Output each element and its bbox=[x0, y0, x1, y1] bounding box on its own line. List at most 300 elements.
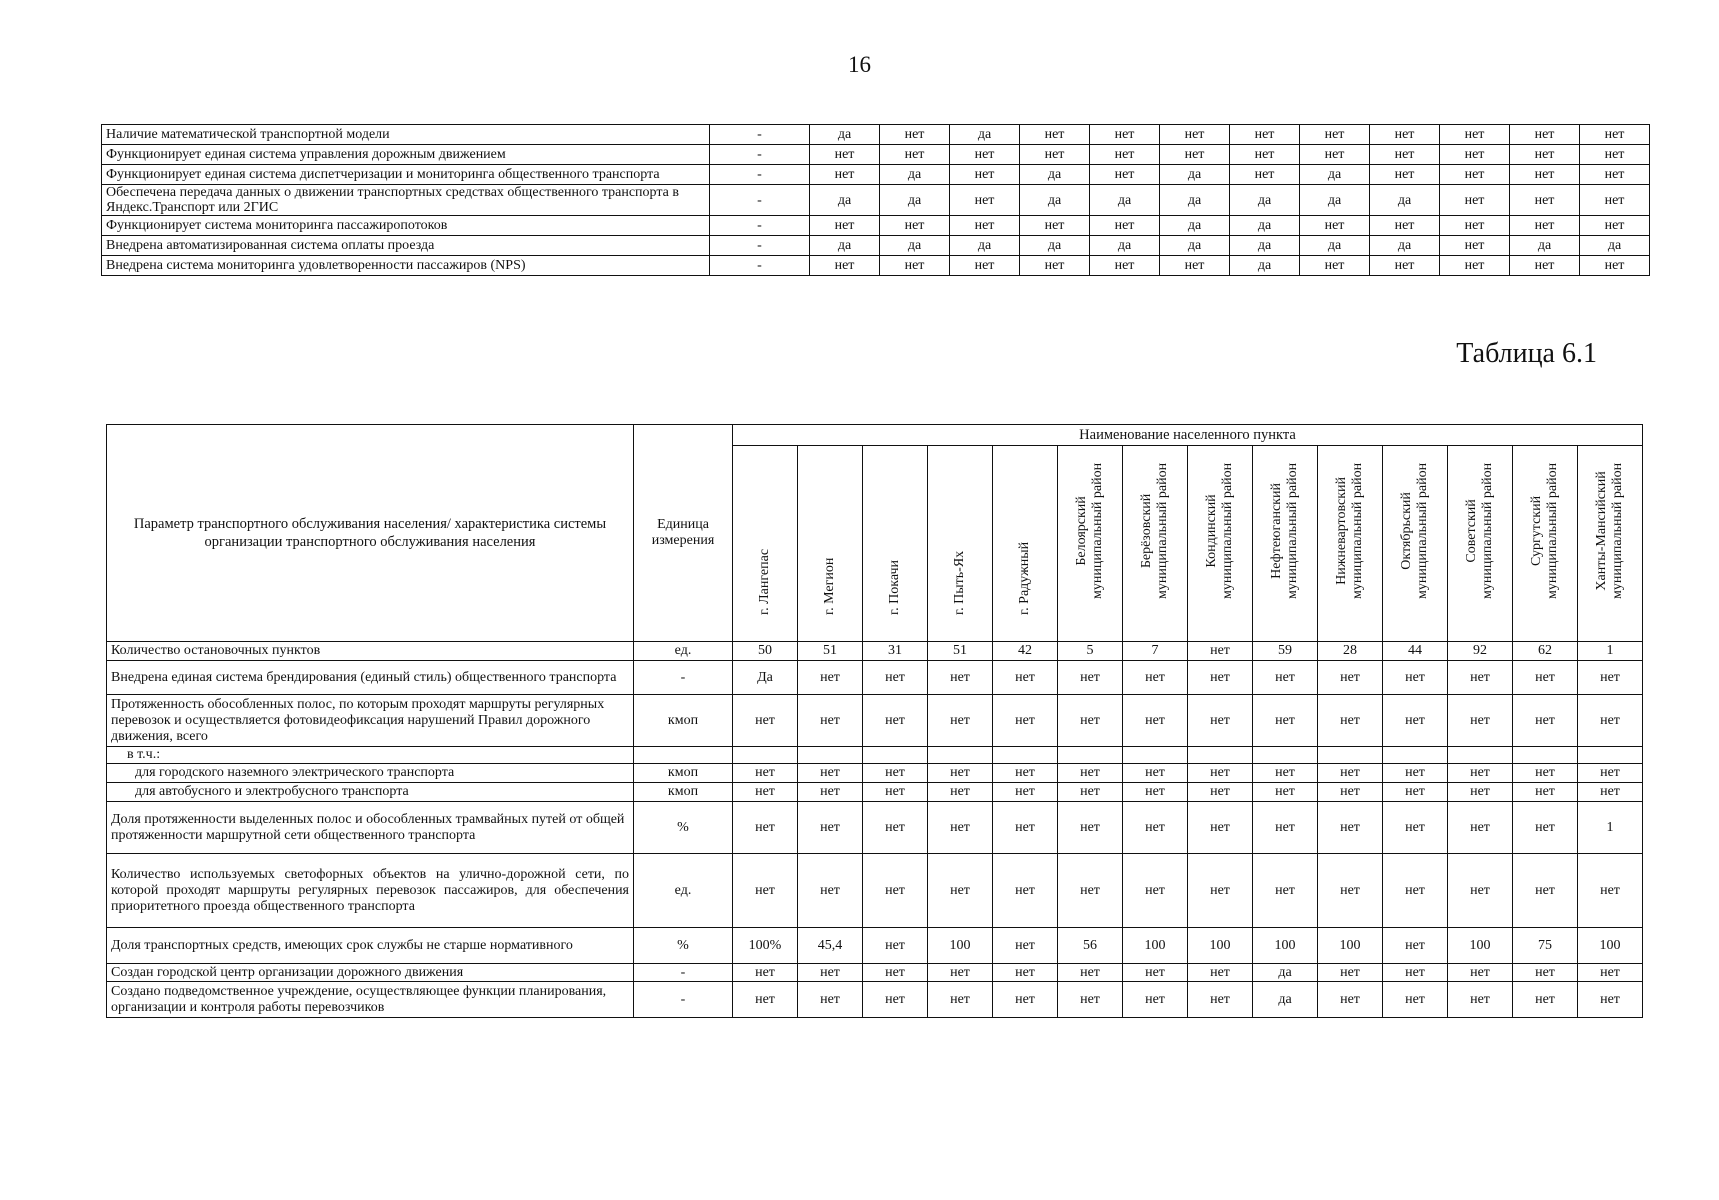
top-table-value-cell: нет bbox=[950, 256, 1020, 276]
main-table-value-cell: нет bbox=[928, 764, 993, 783]
main-table-value-cell: нет bbox=[1578, 695, 1643, 747]
main-table-value-cell: нет bbox=[733, 695, 798, 747]
main-table-value-cell: нет bbox=[733, 982, 798, 1018]
main-table-value-cell: нет bbox=[1253, 764, 1318, 783]
main-table-value-cell: нет bbox=[1513, 964, 1578, 982]
top-table-value-cell: нет bbox=[810, 216, 880, 236]
main-table-value-cell: нет bbox=[863, 964, 928, 982]
main-table-value-cell: 7 bbox=[1123, 642, 1188, 661]
top-table-value-cell: да bbox=[1090, 236, 1160, 256]
main-table-value-cell: нет bbox=[1578, 661, 1643, 695]
main-table-value-cell: нет bbox=[863, 982, 928, 1018]
main-table-value-cell: нет bbox=[798, 695, 863, 747]
top-table-value-cell: да bbox=[1020, 236, 1090, 256]
main-table-value-cell: нет bbox=[733, 802, 798, 854]
top-table-value-cell: нет bbox=[1370, 256, 1440, 276]
main-table-value-cell: нет bbox=[798, 783, 863, 802]
place-header-cell bbox=[1383, 446, 1448, 642]
top-table-param-cell: Функционирует единая система диспетчеризации и мониторинга общественного транспорта bbox=[102, 165, 710, 185]
main-table-value-cell: нет bbox=[798, 964, 863, 982]
top-table-value-cell: нет bbox=[1440, 125, 1510, 145]
top-table-value-cell: нет bbox=[1300, 256, 1370, 276]
place-header-cell bbox=[1448, 446, 1513, 642]
main-table-value-cell bbox=[1188, 747, 1253, 764]
top-table-row bbox=[102, 145, 1650, 165]
top-table-value-cell: нет bbox=[1160, 145, 1230, 165]
main-table-value-cell: нет bbox=[928, 982, 993, 1018]
main-table-row bbox=[107, 661, 1643, 695]
main-table-value-cell: нет bbox=[1188, 642, 1253, 661]
place-name-label: Нижневартовский муниципальный район bbox=[1334, 462, 1365, 599]
main-table-value-cell: нет bbox=[1448, 661, 1513, 695]
main-table-value-cell: нет bbox=[1383, 764, 1448, 783]
top-table-value-cell: нет bbox=[1090, 125, 1160, 145]
top-table-param-cell: Обеспечена передача данных о движении транспортных средствах общественного транспорта в Яндекс.Транспорт или 2ГИС bbox=[102, 185, 710, 216]
top-table-value-cell: нет bbox=[810, 256, 880, 276]
top-table-param-cell: Внедрена система мониторинга удовлетворенности пассажиров (NPS) bbox=[102, 256, 710, 276]
top-table-value-cell: да bbox=[1160, 165, 1230, 185]
main-table-value-cell bbox=[1253, 747, 1318, 764]
main-table-value-cell: нет bbox=[1383, 964, 1448, 982]
top-table-unit-cell: - bbox=[710, 145, 810, 165]
main-table-value-cell: нет bbox=[928, 854, 993, 928]
main-table-value-cell: нет bbox=[1123, 695, 1188, 747]
main-table-value-cell: нет bbox=[1058, 802, 1123, 854]
main-table-value-cell: нет bbox=[928, 661, 993, 695]
place-header-cell bbox=[993, 446, 1058, 642]
top-table-value-cell: нет bbox=[1440, 185, 1510, 216]
table-caption: Таблица 6.1 bbox=[1456, 338, 1597, 369]
main-table-unit-cell: - bbox=[634, 964, 733, 982]
main-table-value-cell: нет bbox=[863, 764, 928, 783]
main-table-value-cell: нет bbox=[993, 783, 1058, 802]
main-table-value-cell: нет bbox=[1513, 802, 1578, 854]
main-table-value-cell bbox=[993, 747, 1058, 764]
main-table-value-cell bbox=[1058, 747, 1123, 764]
top-table-value-cell: да bbox=[1580, 236, 1650, 256]
top-table-value-cell: нет bbox=[1510, 256, 1580, 276]
top-table-row bbox=[102, 125, 1650, 145]
main-table-value-cell: нет bbox=[1253, 661, 1318, 695]
main-table-unit-cell: кмоп bbox=[634, 695, 733, 747]
top-table-value-cell: да bbox=[1020, 165, 1090, 185]
main-table-value-cell: нет bbox=[1318, 802, 1383, 854]
main-table-value-cell: нет bbox=[1318, 764, 1383, 783]
main-table-value-cell: нет bbox=[1513, 695, 1578, 747]
main-table-row bbox=[107, 764, 1643, 783]
top-table-value-cell: да bbox=[1160, 185, 1230, 216]
top-table-value-cell: нет bbox=[1370, 216, 1440, 236]
top-table-value-cell: нет bbox=[950, 185, 1020, 216]
top-table-value-cell: нет bbox=[1440, 256, 1510, 276]
place-header-cell bbox=[1253, 446, 1318, 642]
main-table-value-cell: нет bbox=[1188, 764, 1253, 783]
main-table-value-cell: нет bbox=[1318, 783, 1383, 802]
top-table-value-cell: нет bbox=[950, 165, 1020, 185]
top-table-value-cell: нет bbox=[1020, 216, 1090, 236]
main-table-value-cell: нет bbox=[1513, 982, 1578, 1018]
main-table-value-cell: нет bbox=[1123, 854, 1188, 928]
main-table-value-cell: нет bbox=[1383, 928, 1448, 964]
main-table-param-cell: Доля протяженности выделенных полос и обособленных трамвайных путей от общей протяженности маршрутной сети общественного транспорта bbox=[107, 802, 634, 854]
main-table-value-cell: нет bbox=[1058, 695, 1123, 747]
main-table-value-cell bbox=[1123, 747, 1188, 764]
top-table-param-cell: Наличие математической транспортной модели bbox=[102, 125, 710, 145]
top-table-row bbox=[102, 236, 1650, 256]
main-table-value-cell: нет bbox=[1058, 854, 1123, 928]
place-name-label: г. Пыть-Ях bbox=[952, 550, 967, 615]
main-table-value-cell: нет bbox=[1578, 964, 1643, 982]
main-table-value-cell: нет bbox=[1188, 802, 1253, 854]
top-table-value-cell: да bbox=[810, 125, 880, 145]
main-table-row bbox=[107, 854, 1643, 928]
main-table-value-cell: нет bbox=[1578, 764, 1643, 783]
main-table-value-cell: нет bbox=[1123, 783, 1188, 802]
top-table-value-cell: нет bbox=[1090, 216, 1160, 236]
main-table-value-cell: нет bbox=[733, 854, 798, 928]
top-table-value-cell: да bbox=[1300, 165, 1370, 185]
main-table-value-cell bbox=[1448, 747, 1513, 764]
main-table-value-cell: 1 bbox=[1578, 802, 1643, 854]
main-table-value-cell: нет bbox=[993, 802, 1058, 854]
main-table-value-cell: нет bbox=[993, 661, 1058, 695]
main-table-row bbox=[107, 802, 1643, 854]
place-header-cell bbox=[1188, 446, 1253, 642]
top-table-value-cell: да bbox=[1230, 185, 1300, 216]
top-table-value-cell: нет bbox=[880, 256, 950, 276]
main-table-value-cell: 45,4 bbox=[798, 928, 863, 964]
main-table-value-cell: нет bbox=[1383, 982, 1448, 1018]
top-table-value-cell: да bbox=[1160, 236, 1230, 256]
top-table-value-cell: нет bbox=[1440, 236, 1510, 256]
top-table-row bbox=[102, 216, 1650, 236]
top-table-unit-cell: - bbox=[710, 236, 810, 256]
top-table-value-cell: да bbox=[1300, 185, 1370, 216]
main-table-value-cell: нет bbox=[1513, 764, 1578, 783]
top-table-value-cell: нет bbox=[810, 145, 880, 165]
main-table-value-cell: нет bbox=[928, 802, 993, 854]
main-table-value-cell: нет bbox=[1383, 854, 1448, 928]
top-table-value-cell: нет bbox=[1510, 125, 1580, 145]
main-table-value-cell: нет bbox=[1448, 783, 1513, 802]
place-header-cell bbox=[1318, 446, 1383, 642]
top-table-value-cell: нет bbox=[880, 145, 950, 165]
main-table-unit-cell: - bbox=[634, 661, 733, 695]
main-table-value-cell: нет bbox=[1253, 854, 1318, 928]
main-table-value-cell: нет bbox=[1188, 695, 1253, 747]
main-table-row bbox=[107, 928, 1643, 964]
top-table-value-cell: нет bbox=[1300, 145, 1370, 165]
main-table-value-cell: 42 bbox=[993, 642, 1058, 661]
top-table-value-cell: нет bbox=[1440, 216, 1510, 236]
main-table-value-cell: 92 bbox=[1448, 642, 1513, 661]
place-header-cell bbox=[1513, 446, 1578, 642]
main-table-value-cell bbox=[733, 747, 798, 764]
top-table-unit-cell: - bbox=[710, 125, 810, 145]
main-table-param-cell: Количество остановочных пунктов bbox=[107, 642, 634, 661]
main-table-value-cell: 75 bbox=[1513, 928, 1578, 964]
top-table-value-cell: нет bbox=[1580, 185, 1650, 216]
main-table-value-cell: нет bbox=[1058, 783, 1123, 802]
top-table-value-cell: да bbox=[950, 125, 1020, 145]
main-table-row bbox=[107, 695, 1643, 747]
main-table-param-cell: Количество используемых светофорных объектов на улично-дорожной сети, по которой проходят маршруты регулярных перевозок пассажиров, для обеспечения приоритетного проезда общественного транспорта bbox=[107, 854, 634, 928]
header-param-cell: Параметр транспортного обслуживания населения/ характеристика системы организации транспортного обслуживания населения bbox=[107, 425, 634, 642]
top-table-value-cell: да bbox=[950, 236, 1020, 256]
top-table-value-cell: нет bbox=[1580, 216, 1650, 236]
top-table-row bbox=[102, 256, 1650, 276]
main-table-param-cell: в т.ч.: bbox=[107, 747, 634, 764]
top-table-value-cell: нет bbox=[1440, 165, 1510, 185]
main-table-value-cell: нет bbox=[863, 854, 928, 928]
place-header-cell bbox=[733, 446, 798, 642]
top-table-value-cell: да bbox=[1370, 236, 1440, 256]
top-table-value-cell: нет bbox=[1020, 145, 1090, 165]
main-table-value-cell: 100 bbox=[1578, 928, 1643, 964]
top-table-row bbox=[102, 185, 1650, 216]
place-name-label: г. Лангепас bbox=[757, 548, 772, 615]
main-table-value-cell: нет bbox=[1448, 854, 1513, 928]
main-table-row bbox=[107, 964, 1643, 982]
main-table-unit-cell: ед. bbox=[634, 642, 733, 661]
place-name-label: Нефтеюганский муниципальный район bbox=[1269, 462, 1300, 599]
main-table-value-cell: нет bbox=[1058, 982, 1123, 1018]
top-table-value-cell: да bbox=[810, 185, 880, 216]
main-table-unit-cell: кмоп bbox=[634, 783, 733, 802]
place-name-label: г. Радужный bbox=[1017, 541, 1032, 615]
main-table-value-cell: нет bbox=[798, 661, 863, 695]
main-table-value-cell: нет bbox=[1123, 964, 1188, 982]
page-number: 16 bbox=[848, 52, 871, 77]
main-table-value-cell: нет bbox=[928, 783, 993, 802]
top-table-value-cell: нет bbox=[1020, 256, 1090, 276]
main-table-value-cell: нет bbox=[863, 695, 928, 747]
main-table-row bbox=[107, 783, 1643, 802]
main-table-value-cell: нет bbox=[1383, 661, 1448, 695]
main-table-param-cell: для автобусного и электробусного транспорта bbox=[107, 783, 634, 802]
place-header-cell bbox=[1578, 446, 1643, 642]
top-table-value-cell: нет bbox=[1370, 125, 1440, 145]
continuation-table bbox=[101, 124, 1650, 276]
main-table-value-cell: нет bbox=[798, 982, 863, 1018]
main-table-value-cell: да bbox=[1253, 964, 1318, 982]
place-header-cell bbox=[1123, 446, 1188, 642]
top-table-value-cell: нет bbox=[1230, 145, 1300, 165]
main-table-row bbox=[107, 747, 1643, 764]
main-table-value-cell: нет bbox=[1513, 783, 1578, 802]
main-table-value-cell: Да bbox=[733, 661, 798, 695]
main-table-value-cell: нет bbox=[1123, 802, 1188, 854]
place-header-cell bbox=[798, 446, 863, 642]
main-table-row bbox=[107, 982, 1643, 1018]
top-table-value-cell: да bbox=[1090, 185, 1160, 216]
main-table-value-cell: нет bbox=[798, 802, 863, 854]
top-table-value-cell: нет bbox=[880, 125, 950, 145]
main-table-param-cell: Создано подведомственное учреждение, осуществляющее функции планирования, организации и контроля работы перевозчиков bbox=[107, 982, 634, 1018]
main-table-value-cell: нет bbox=[1318, 695, 1383, 747]
main-table-unit-cell: ед. bbox=[634, 854, 733, 928]
top-table-value-cell: да bbox=[810, 236, 880, 256]
place-name-label: Сургутский муниципальный район bbox=[1529, 462, 1560, 599]
header-unit-cell: Единица измерения bbox=[634, 425, 733, 642]
place-header-cell bbox=[928, 446, 993, 642]
top-table-value-cell: нет bbox=[1160, 256, 1230, 276]
top-table-param-cell: Функционирует система мониторинга пассажиропотоков bbox=[102, 216, 710, 236]
main-table-value-cell: 51 bbox=[928, 642, 993, 661]
top-table-value-cell: нет bbox=[1090, 145, 1160, 165]
main-table-value-cell: нет bbox=[1058, 964, 1123, 982]
top-table-value-cell: да bbox=[1160, 216, 1230, 236]
main-table-unit-cell bbox=[634, 747, 733, 764]
main-table-value-cell: 56 bbox=[1058, 928, 1123, 964]
main-table-value-cell: нет bbox=[1448, 802, 1513, 854]
main-table-value-cell: 44 bbox=[1383, 642, 1448, 661]
main-table-value-cell: нет bbox=[798, 764, 863, 783]
main-table-value-cell: нет bbox=[1448, 764, 1513, 783]
top-table-value-cell: да bbox=[1230, 216, 1300, 236]
main-table-value-cell: 1 bbox=[1578, 642, 1643, 661]
main-table-value-cell bbox=[1318, 747, 1383, 764]
top-table-value-cell: нет bbox=[1580, 256, 1650, 276]
main-table-value-cell: нет bbox=[1383, 695, 1448, 747]
main-table-value-cell: нет bbox=[1578, 854, 1643, 928]
main-table-value-cell: нет bbox=[928, 964, 993, 982]
main-table-value-cell: нет bbox=[1253, 783, 1318, 802]
place-name-label: г. Покачи bbox=[887, 559, 902, 615]
main-table-value-cell: нет bbox=[1578, 783, 1643, 802]
main-table-value-cell: нет bbox=[1123, 982, 1188, 1018]
main-table-value-cell: 100 bbox=[1188, 928, 1253, 964]
top-table-value-cell: нет bbox=[1440, 145, 1510, 165]
top-table-value-cell: нет bbox=[1090, 165, 1160, 185]
top-table-value-cell: нет bbox=[1020, 125, 1090, 145]
main-table-value-cell: нет bbox=[863, 783, 928, 802]
header-group-cell: Наименование населенного пункта bbox=[733, 425, 1643, 446]
main-table-value-cell: 100 bbox=[1253, 928, 1318, 964]
top-table-value-cell: нет bbox=[810, 165, 880, 185]
top-table-value-cell: нет bbox=[1510, 165, 1580, 185]
main-table-unit-cell: % bbox=[634, 928, 733, 964]
main-table-value-cell: нет bbox=[733, 764, 798, 783]
top-table-value-cell: да bbox=[880, 185, 950, 216]
main-table-value-cell bbox=[798, 747, 863, 764]
place-name-label: Октябрьский муниципальный район bbox=[1399, 462, 1430, 599]
main-table-value-cell: 50 bbox=[733, 642, 798, 661]
place-name-label: Белоярский муниципальный район bbox=[1074, 462, 1105, 599]
top-table-value-cell: нет bbox=[950, 216, 1020, 236]
main-table-value-cell bbox=[863, 747, 928, 764]
main-table-value-cell: нет bbox=[1253, 802, 1318, 854]
continuation-table-body bbox=[102, 125, 1650, 276]
main-table-value-cell: нет bbox=[1188, 783, 1253, 802]
main-table-value-cell: 5 bbox=[1058, 642, 1123, 661]
main-table-value-cell: нет bbox=[863, 928, 928, 964]
main-table-param-cell: Протяженность обособленных полос, по которым проходят маршруты регулярных перевозок и осуществляется фотовидеофиксация нарушений Правил дорожного движения, всего bbox=[107, 695, 634, 747]
main-table-value-cell bbox=[1513, 747, 1578, 764]
top-table-unit-cell: - bbox=[710, 165, 810, 185]
main-table-value-cell: нет bbox=[798, 854, 863, 928]
main-table-value-cell: нет bbox=[993, 854, 1058, 928]
main-table-value-cell: нет bbox=[1188, 854, 1253, 928]
place-header-cell bbox=[863, 446, 928, 642]
main-table-value-cell: нет bbox=[1448, 982, 1513, 1018]
main-table-value-cell bbox=[1383, 747, 1448, 764]
main-table-value-cell: нет bbox=[1318, 982, 1383, 1018]
main-table-value-cell: да bbox=[1253, 982, 1318, 1018]
main-table-value-cell: нет bbox=[1318, 964, 1383, 982]
main-table-unit-cell: - bbox=[634, 982, 733, 1018]
top-table-unit-cell: - bbox=[710, 216, 810, 236]
top-table-value-cell: да bbox=[1230, 256, 1300, 276]
place-name-label: Советский муниципальный район bbox=[1464, 462, 1495, 599]
top-table-value-cell: нет bbox=[1300, 216, 1370, 236]
top-table-value-cell: нет bbox=[1510, 145, 1580, 165]
top-table-value-cell: нет bbox=[1510, 216, 1580, 236]
main-table-value-cell: нет bbox=[863, 661, 928, 695]
main-table-value-cell: нет bbox=[733, 964, 798, 982]
top-table-value-cell: нет bbox=[1160, 125, 1230, 145]
main-table-value-cell bbox=[1578, 747, 1643, 764]
top-table-value-cell: нет bbox=[1580, 125, 1650, 145]
main-table-value-cell: нет bbox=[1318, 854, 1383, 928]
main-table-value-cell: нет bbox=[1448, 964, 1513, 982]
top-table-value-cell: нет bbox=[1510, 185, 1580, 216]
main-table-value-cell: нет bbox=[1188, 661, 1253, 695]
main-table-value-cell: нет bbox=[1383, 802, 1448, 854]
main-table-value-cell: нет bbox=[993, 964, 1058, 982]
main-table-row bbox=[107, 642, 1643, 661]
top-table-value-cell: да bbox=[1020, 185, 1090, 216]
top-table-value-cell: да bbox=[880, 165, 950, 185]
top-table-value-cell: да bbox=[1230, 236, 1300, 256]
top-table-value-cell: нет bbox=[1230, 125, 1300, 145]
top-table-param-cell: Функционирует единая система управления дорожным движением bbox=[102, 145, 710, 165]
main-table-param-cell: Создан городской центр организации дорожного движения bbox=[107, 964, 634, 982]
top-table-value-cell: да bbox=[1300, 236, 1370, 256]
place-name-label: Кондинский муниципальный район bbox=[1204, 462, 1235, 599]
main-table-value-cell: нет bbox=[928, 695, 993, 747]
top-table-value-cell: нет bbox=[1300, 125, 1370, 145]
main-table-value-cell: нет bbox=[733, 783, 798, 802]
main-table-value-cell: нет bbox=[1188, 964, 1253, 982]
main-table-value-cell: нет bbox=[1188, 982, 1253, 1018]
main-table-value-cell: нет bbox=[993, 695, 1058, 747]
main-table-value-cell: нет bbox=[1513, 854, 1578, 928]
main-table-value-cell: нет bbox=[1058, 764, 1123, 783]
main-table-value-cell: 100 bbox=[928, 928, 993, 964]
main-table-value-cell: нет bbox=[993, 982, 1058, 1018]
top-table-unit-cell: - bbox=[710, 256, 810, 276]
main-table-value-cell: 59 bbox=[1253, 642, 1318, 661]
top-table-value-cell: нет bbox=[1090, 256, 1160, 276]
main-table-value-cell: нет bbox=[1318, 661, 1383, 695]
place-name-label: Ханты-Мансийский муниципальный район bbox=[1594, 462, 1626, 599]
top-table-value-cell: нет bbox=[950, 145, 1020, 165]
top-table-value-cell: нет bbox=[880, 216, 950, 236]
top-table-value-cell: нет bbox=[1370, 165, 1440, 185]
main-table-value-cell: 62 bbox=[1513, 642, 1578, 661]
main-table-value-cell: нет bbox=[1578, 982, 1643, 1018]
top-table-param-cell: Внедрена автоматизированная система оплаты проезда bbox=[102, 236, 710, 256]
main-table-value-cell: нет bbox=[1123, 661, 1188, 695]
top-table-value-cell: нет bbox=[1370, 145, 1440, 165]
main-table-value-cell: 31 bbox=[863, 642, 928, 661]
main-table-value-cell: нет bbox=[1383, 783, 1448, 802]
place-name-label: Берёзовский муниципальный район bbox=[1139, 462, 1170, 599]
top-table-row bbox=[102, 165, 1650, 185]
top-table-value-cell: нет bbox=[1580, 165, 1650, 185]
transport-parameters-table-body bbox=[107, 642, 1643, 1018]
